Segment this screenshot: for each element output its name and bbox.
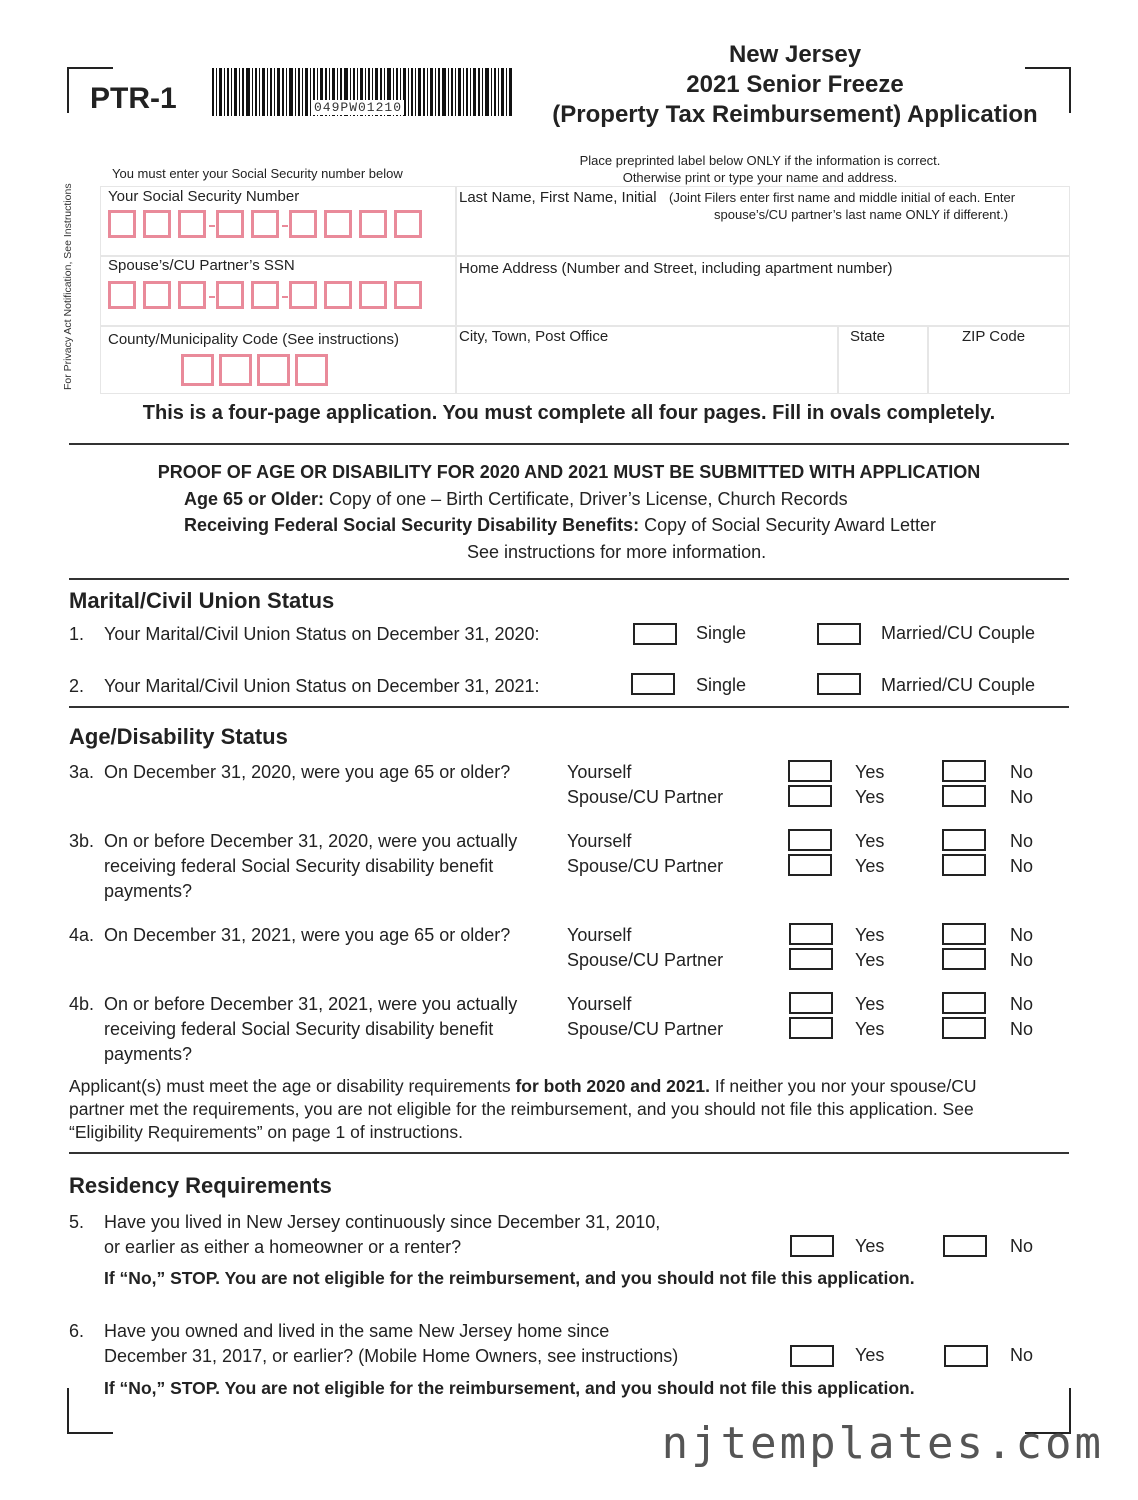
q2-married-label: Married/CU Couple bbox=[881, 675, 1036, 695]
barcode-number: 049PW01210 bbox=[314, 100, 403, 115]
label-instruction-line-2: Otherwise print or type your name and address. bbox=[622, 170, 898, 185]
watermark-text: njtemplates.com bbox=[661, 1418, 1104, 1469]
divider bbox=[69, 443, 1069, 445]
state-label: State bbox=[850, 328, 886, 345]
ssn-digit-box[interactable] bbox=[108, 281, 136, 309]
proof-disability-text: Copy of Social Security Award Letter bbox=[639, 515, 936, 535]
q3b-yourself-no-checkbox[interactable] bbox=[942, 829, 986, 851]
q3a-spouse-no-checkbox[interactable] bbox=[942, 785, 986, 807]
q3b-spouse-no-label: No bbox=[1010, 856, 1034, 876]
q4a-spouse-no-label: No bbox=[1010, 950, 1034, 970]
q3a-yourself-no-checkbox[interactable] bbox=[942, 760, 986, 782]
q4b-text bbox=[104, 992, 517, 1067]
ssn-digit-box[interactable] bbox=[324, 281, 352, 309]
ssn-digit-box[interactable] bbox=[394, 210, 422, 238]
q4b-spouse-yes-checkbox[interactable] bbox=[789, 1017, 833, 1039]
ssn-digit-box[interactable] bbox=[216, 210, 244, 238]
q3a-spouse-yes-checkbox[interactable] bbox=[788, 785, 832, 807]
q3a-text: On December 31, 2020, were you age 65 or older? bbox=[104, 762, 511, 782]
q3b-spouse-yes-checkbox[interactable] bbox=[788, 854, 832, 876]
q1-text: Your Marital/Civil Union Status on December 31, 2020: bbox=[104, 624, 540, 644]
q5-line-1: Have you lived in New Jersey continuously since December 31, 2010, bbox=[104, 1212, 661, 1232]
label-instruction bbox=[460, 152, 1060, 186]
privacy-note: For Privacy Act Notification, See Instructions bbox=[62, 183, 74, 390]
q5-no-label: No bbox=[1010, 1236, 1034, 1256]
q5-no-checkbox[interactable] bbox=[943, 1235, 987, 1257]
q3a-yourself-yes-label: Yes bbox=[855, 762, 885, 782]
q4b-line-1: On or before December 31, 2021, were you actually bbox=[104, 994, 518, 1014]
q6-stop-note: If “No,” STOP. You are not eligible for the reimbursement, and you should not file this application. bbox=[104, 1378, 915, 1398]
ssn-dash bbox=[209, 225, 215, 227]
zip-label: ZIP Code bbox=[962, 328, 1026, 345]
q4a-yourself-no-checkbox[interactable] bbox=[942, 923, 986, 945]
q4a-yourself-label: Yourself bbox=[567, 925, 632, 945]
q6-number: 6. bbox=[69, 1321, 85, 1341]
county-digit-box[interactable] bbox=[181, 354, 214, 386]
age-heading: Age/Disability Status bbox=[69, 724, 288, 749]
q3b-spouse-no-checkbox[interactable] bbox=[942, 854, 986, 876]
ssn-dash bbox=[282, 225, 288, 227]
proof-age-line bbox=[184, 487, 848, 512]
label-instruction-line-1: Place preprinted label below ONLY if the information is correct. bbox=[579, 153, 941, 168]
county-code-label: County/Municipality Code (See instructions) bbox=[108, 331, 399, 348]
q4a-spouse-yes-checkbox[interactable] bbox=[789, 948, 833, 970]
q3b-text bbox=[104, 829, 517, 904]
q6-line-1: Have you owned and lived in the same New Jersey home since bbox=[104, 1321, 610, 1341]
q3b-yourself-label: Yourself bbox=[567, 831, 632, 851]
q2-single-label: Single bbox=[696, 675, 747, 695]
q4a-yourself-yes-label: Yes bbox=[855, 925, 885, 945]
q6-no-label: No bbox=[1010, 1345, 1034, 1365]
q4a-yourself-yes-checkbox[interactable] bbox=[789, 923, 833, 945]
q1-married-checkbox[interactable] bbox=[817, 623, 861, 645]
ssn-digit-box[interactable] bbox=[394, 281, 422, 309]
proof-disability-bold: Receiving Federal Social Security Disability Benefits: bbox=[184, 515, 640, 535]
city-label: City, Town, Post Office bbox=[459, 328, 609, 345]
q3b-line-1: On or before December 31, 2020, were you actually bbox=[104, 831, 518, 851]
ssn-digit-box[interactable] bbox=[289, 210, 317, 238]
q3a-spouse-yes-label: Yes bbox=[855, 787, 885, 807]
q4b-yourself-no-label: No bbox=[1010, 994, 1034, 1014]
q2-number: 2. bbox=[69, 676, 85, 696]
title-line-3: (Property Tax Reimbursement) Application bbox=[552, 101, 1038, 128]
q2-single-checkbox[interactable] bbox=[631, 673, 675, 695]
eligibility-note-line-2: partner met the requirements, you are not eligible for the reimbursement, and you should not file this application. See bbox=[69, 1099, 974, 1119]
ssn-digit-box[interactable] bbox=[251, 281, 279, 309]
residency-heading: Residency Requirements bbox=[69, 1173, 332, 1198]
q4b-spouse-no-checkbox[interactable] bbox=[942, 1017, 986, 1039]
q3b-spouse-yes-label: Yes bbox=[855, 856, 885, 876]
ssn-dash bbox=[282, 296, 288, 298]
q5-line-2: or earlier as either a homeowner or a renter? bbox=[104, 1237, 462, 1257]
q4a-spouse-label: Spouse/CU Partner bbox=[567, 950, 724, 970]
eligibility-note-line-3: “Eligibility Requirements” on page 1 of instructions. bbox=[69, 1122, 463, 1142]
q4b-yourself-yes-checkbox[interactable] bbox=[789, 992, 833, 1014]
q3b-yourself-no-label: No bbox=[1010, 831, 1034, 851]
ssn-digit-box[interactable] bbox=[143, 281, 171, 309]
q4b-yourself-label: Yourself bbox=[567, 994, 632, 1014]
ssn-digit-box[interactable] bbox=[359, 210, 387, 238]
q3b-yourself-yes-checkbox[interactable] bbox=[788, 829, 832, 851]
eligibility-note-post: If neither you nor your spouse/CU bbox=[709, 1076, 977, 1096]
q1-number: 1. bbox=[69, 624, 85, 644]
q3b-number: 3b. bbox=[69, 831, 95, 851]
q6-line-2: December 31, 2017, or earlier? (Mobile Home Owners, see instructions) bbox=[104, 1346, 679, 1366]
proof-age-text: Copy of one – Birth Certificate, Driver’s License, Church Records bbox=[324, 489, 848, 509]
ssn-digit-box[interactable] bbox=[324, 210, 352, 238]
ssn-instruction: You must enter your Social Security number below bbox=[112, 166, 403, 181]
ssn-digit-box[interactable] bbox=[178, 281, 206, 309]
proof-disability-line bbox=[184, 513, 936, 538]
q4b-yourself-no-checkbox[interactable] bbox=[942, 992, 986, 1014]
ssn-dash bbox=[209, 296, 215, 298]
title-line-2: 2021 Senior Freeze bbox=[686, 71, 904, 98]
ssn-digit-box[interactable] bbox=[251, 210, 279, 238]
q4b-line-2: receiving federal Social Security disability benefit bbox=[104, 1019, 494, 1039]
ssn-digit-box[interactable] bbox=[143, 210, 171, 238]
ssn-digit-box[interactable] bbox=[289, 281, 317, 309]
eligibility-note bbox=[69, 1075, 1079, 1144]
county-digit-box[interactable] bbox=[295, 354, 328, 386]
address-label: Home Address (Number and Street, including apartment number) bbox=[459, 260, 893, 277]
q3a-yourself-yes-checkbox[interactable] bbox=[788, 760, 832, 782]
eligibility-note-pre: Applicant(s) must meet the age or disability requirements bbox=[69, 1076, 516, 1096]
q6-yes-label: Yes bbox=[855, 1345, 885, 1365]
q5-yes-checkbox[interactable] bbox=[790, 1235, 834, 1257]
q4b-number: 4b. bbox=[69, 994, 95, 1014]
q6-no-checkbox[interactable] bbox=[944, 1345, 988, 1367]
q4a-spouse-no-checkbox[interactable] bbox=[942, 948, 986, 970]
divider bbox=[69, 1152, 1069, 1154]
spouse-ssn-label: Spouse’s/CU Partner’s SSN bbox=[108, 257, 295, 274]
q4b-spouse-no-label: No bbox=[1010, 1019, 1034, 1039]
ssn-digit-box[interactable] bbox=[108, 210, 136, 238]
q4b-yourself-yes-label: Yes bbox=[855, 994, 885, 1014]
form-title bbox=[540, 40, 1050, 130]
county-digit-box[interactable] bbox=[257, 354, 290, 386]
your-ssn-label: Your Social Security Number bbox=[108, 188, 300, 205]
ssn-digit-box[interactable] bbox=[178, 210, 206, 238]
q4b-spouse-yes-label: Yes bbox=[855, 1019, 885, 1039]
q5-text bbox=[104, 1210, 660, 1260]
marital-heading: Marital/Civil Union Status bbox=[69, 588, 335, 613]
four-page-notice: This is a four-page application. You must complete all four pages. Fill in ovals completely. bbox=[142, 402, 996, 424]
q3b-line-3: payments? bbox=[104, 881, 193, 901]
q3a-yourself-no-label: No bbox=[1010, 762, 1034, 782]
q1-single-checkbox[interactable] bbox=[633, 623, 677, 645]
q2-text: Your Marital/Civil Union Status on December 31, 2021: bbox=[104, 676, 540, 696]
ssn-digit-box[interactable] bbox=[216, 281, 244, 309]
q4a-text: On December 31, 2021, were you age 65 or older? bbox=[104, 925, 511, 945]
q2-married-checkbox[interactable] bbox=[817, 673, 861, 695]
proof-age-bold: Age 65 or Older: bbox=[184, 489, 325, 509]
q3b-yourself-yes-label: Yes bbox=[855, 831, 885, 851]
title-line-1: New Jersey bbox=[728, 41, 862, 68]
name-label: Last Name, First Name, Initial bbox=[459, 189, 657, 206]
name-note-line-1: (Joint Filers enter first name and middle initial of each. Enter bbox=[669, 190, 1016, 205]
q5-stop-note: If “No,” STOP. You are not eligible for the reimbursement, and you should not file this application. bbox=[104, 1268, 915, 1288]
proof-heading: PROOF OF AGE OR DISABILITY FOR 2020 AND 2021 MUST BE SUBMITTED WITH APPLICATION bbox=[157, 462, 981, 482]
eligibility-note-bold: for both 2020 and 2021. bbox=[515, 1076, 710, 1096]
divider bbox=[69, 578, 1069, 580]
q6-text bbox=[104, 1319, 678, 1369]
q3b-line-2: receiving federal Social Security disability benefit bbox=[104, 856, 494, 876]
eligibility-note-line-1 bbox=[69, 1075, 1079, 1098]
name-note-line-2: spouse’s/CU partner’s last name ONLY if different.) bbox=[714, 207, 1009, 222]
q3a-spouse-no-label: No bbox=[1010, 787, 1034, 807]
county-digit-box[interactable] bbox=[219, 354, 252, 386]
proof-see-instructions: See instructions for more information. bbox=[467, 542, 767, 562]
q4a-spouse-yes-label: Yes bbox=[855, 950, 885, 970]
q5-number: 5. bbox=[69, 1212, 85, 1232]
divider bbox=[69, 706, 1069, 708]
q1-married-label: Married/CU Couple bbox=[881, 623, 1036, 643]
q4b-spouse-label: Spouse/CU Partner bbox=[567, 1019, 724, 1039]
q1-single-label: Single bbox=[696, 623, 747, 643]
q3a-number: 3a. bbox=[69, 762, 95, 782]
ssn-digit-box[interactable] bbox=[359, 281, 387, 309]
q6-yes-checkbox[interactable] bbox=[790, 1345, 834, 1367]
q3a-yourself-label: Yourself bbox=[567, 762, 632, 782]
q3a-spouse-label: Spouse/CU Partner bbox=[567, 787, 724, 807]
q3b-spouse-label: Spouse/CU Partner bbox=[567, 856, 724, 876]
q4a-yourself-no-label: No bbox=[1010, 925, 1034, 945]
form-id: PTR-1 bbox=[90, 82, 177, 115]
q5-yes-label: Yes bbox=[855, 1236, 885, 1256]
q4a-number: 4a. bbox=[69, 925, 95, 945]
q4b-line-3: payments? bbox=[104, 1044, 193, 1064]
